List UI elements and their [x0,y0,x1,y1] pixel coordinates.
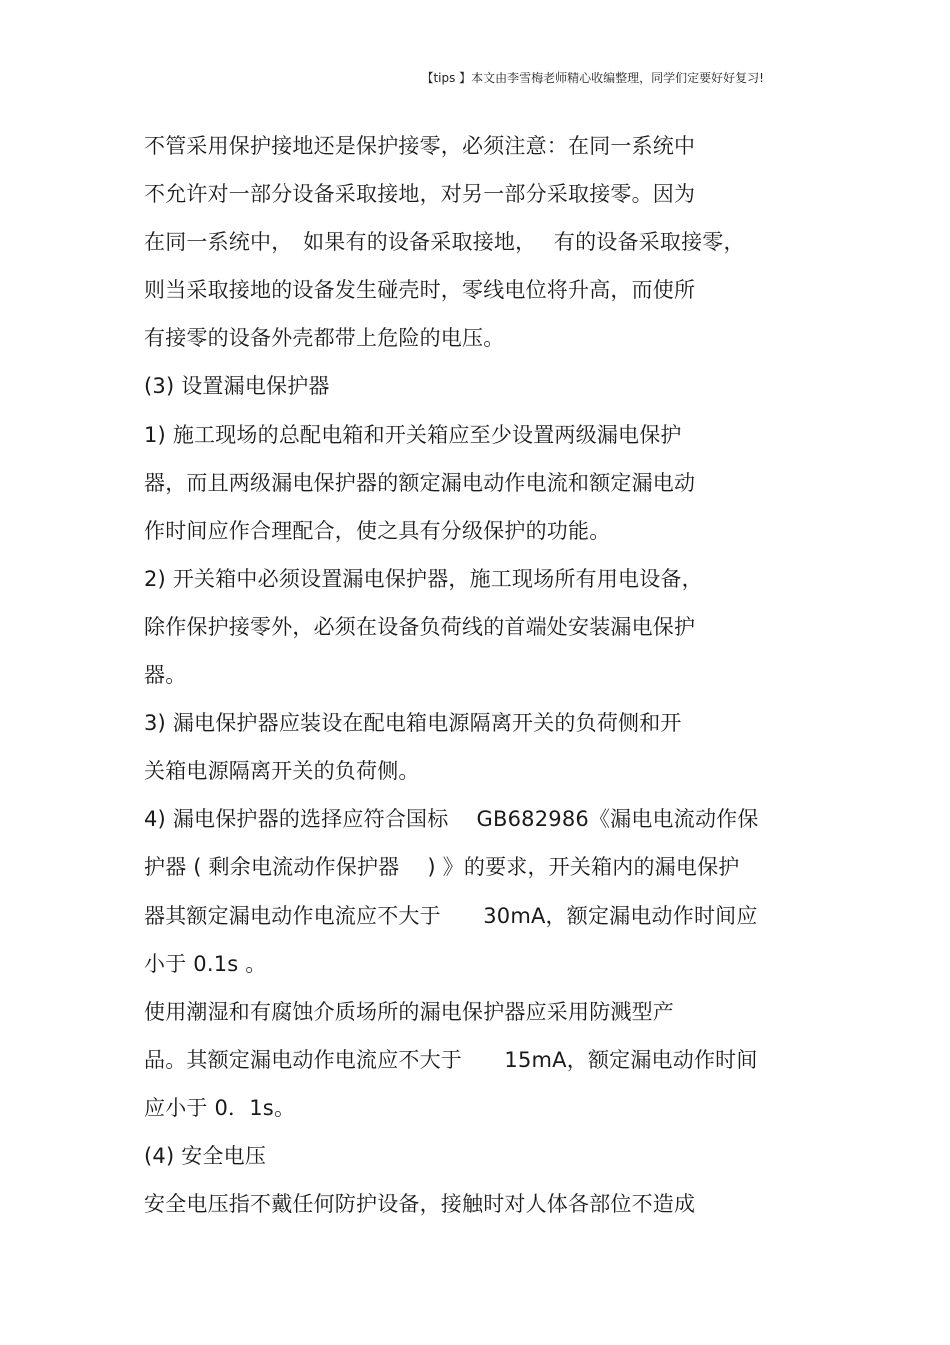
text-line: 除作保护接零外，必须在设备负荷线的首端处安装漏电保护 [144,614,696,639]
document-body [144,122,804,1228]
text-line: 使用潮湿和有腐蚀介质场所的漏电保护器应采用防溅型产 [144,999,674,1024]
text-line: 3) 漏电保护器应装设在配电箱电源隔离开关的负荷侧和开 [144,711,682,736]
text-line: 2) 开关箱中必须设置漏电保护器，施工现场所有用电设备， [144,566,703,591]
text-line: 不允许对一部分设备采取接地，对另一部分采取接零。因为 [144,182,696,207]
section-heading: (3) 设置漏电保护器 [144,374,330,399]
text-line: 应小于 0．1s。 [144,1095,296,1120]
text-line: 则当采取接地的设备发生碰壳时，零线电位将升高，而使所 [144,278,696,303]
text-line: 安全电压指不戴任何防护设备，接触时对人体各部位不造成 [144,1192,696,1217]
text-line: 护器 ( 剩余电流动作保护器 ) 》的要求，开关箱内的漏电保护 [144,855,740,880]
text-line: 器，而且两级漏电保护器的额定漏电动作电流和额定漏电动 [144,470,696,495]
text-line: 作时间应作合理配合，使之具有分级保护的功能。 [144,518,611,543]
text-line: 关箱电源隔离开关的负荷侧。 [144,759,420,784]
text-line: 4) 漏电保护器的选择应符合国标 GB682986《漏电电流动作保 [144,807,759,832]
text-line: 小于 0.1s 。 [144,951,267,976]
text-line: 器其额定漏电动作电流应不大于 30mA，额定漏电动作时间应 [144,903,758,928]
section-heading: (4) 安全电压 [144,1143,267,1168]
text-line: 器。 [144,663,187,688]
text-line: 品。其额定漏电动作电流应不大于 15mA，额定漏电动作时间 [144,1047,758,1072]
text-line: 有接零的设备外壳都带上危险的电压。 [144,326,505,351]
text-line: 在同一系统中， 如果有的设备采取接地， 有的设备采取接零， [144,230,745,255]
text-line: 1) 施工现场的总配电箱和开关箱应至少设置两级漏电保护 [144,422,682,447]
header-tip: 【tips 】本文由李雪梅老师精心收编整理，同学们定要好好复习! [421,71,764,85]
text-line: 不管采用保护接地还是保护接零，必须注意：在同一系统中 [144,134,696,158]
